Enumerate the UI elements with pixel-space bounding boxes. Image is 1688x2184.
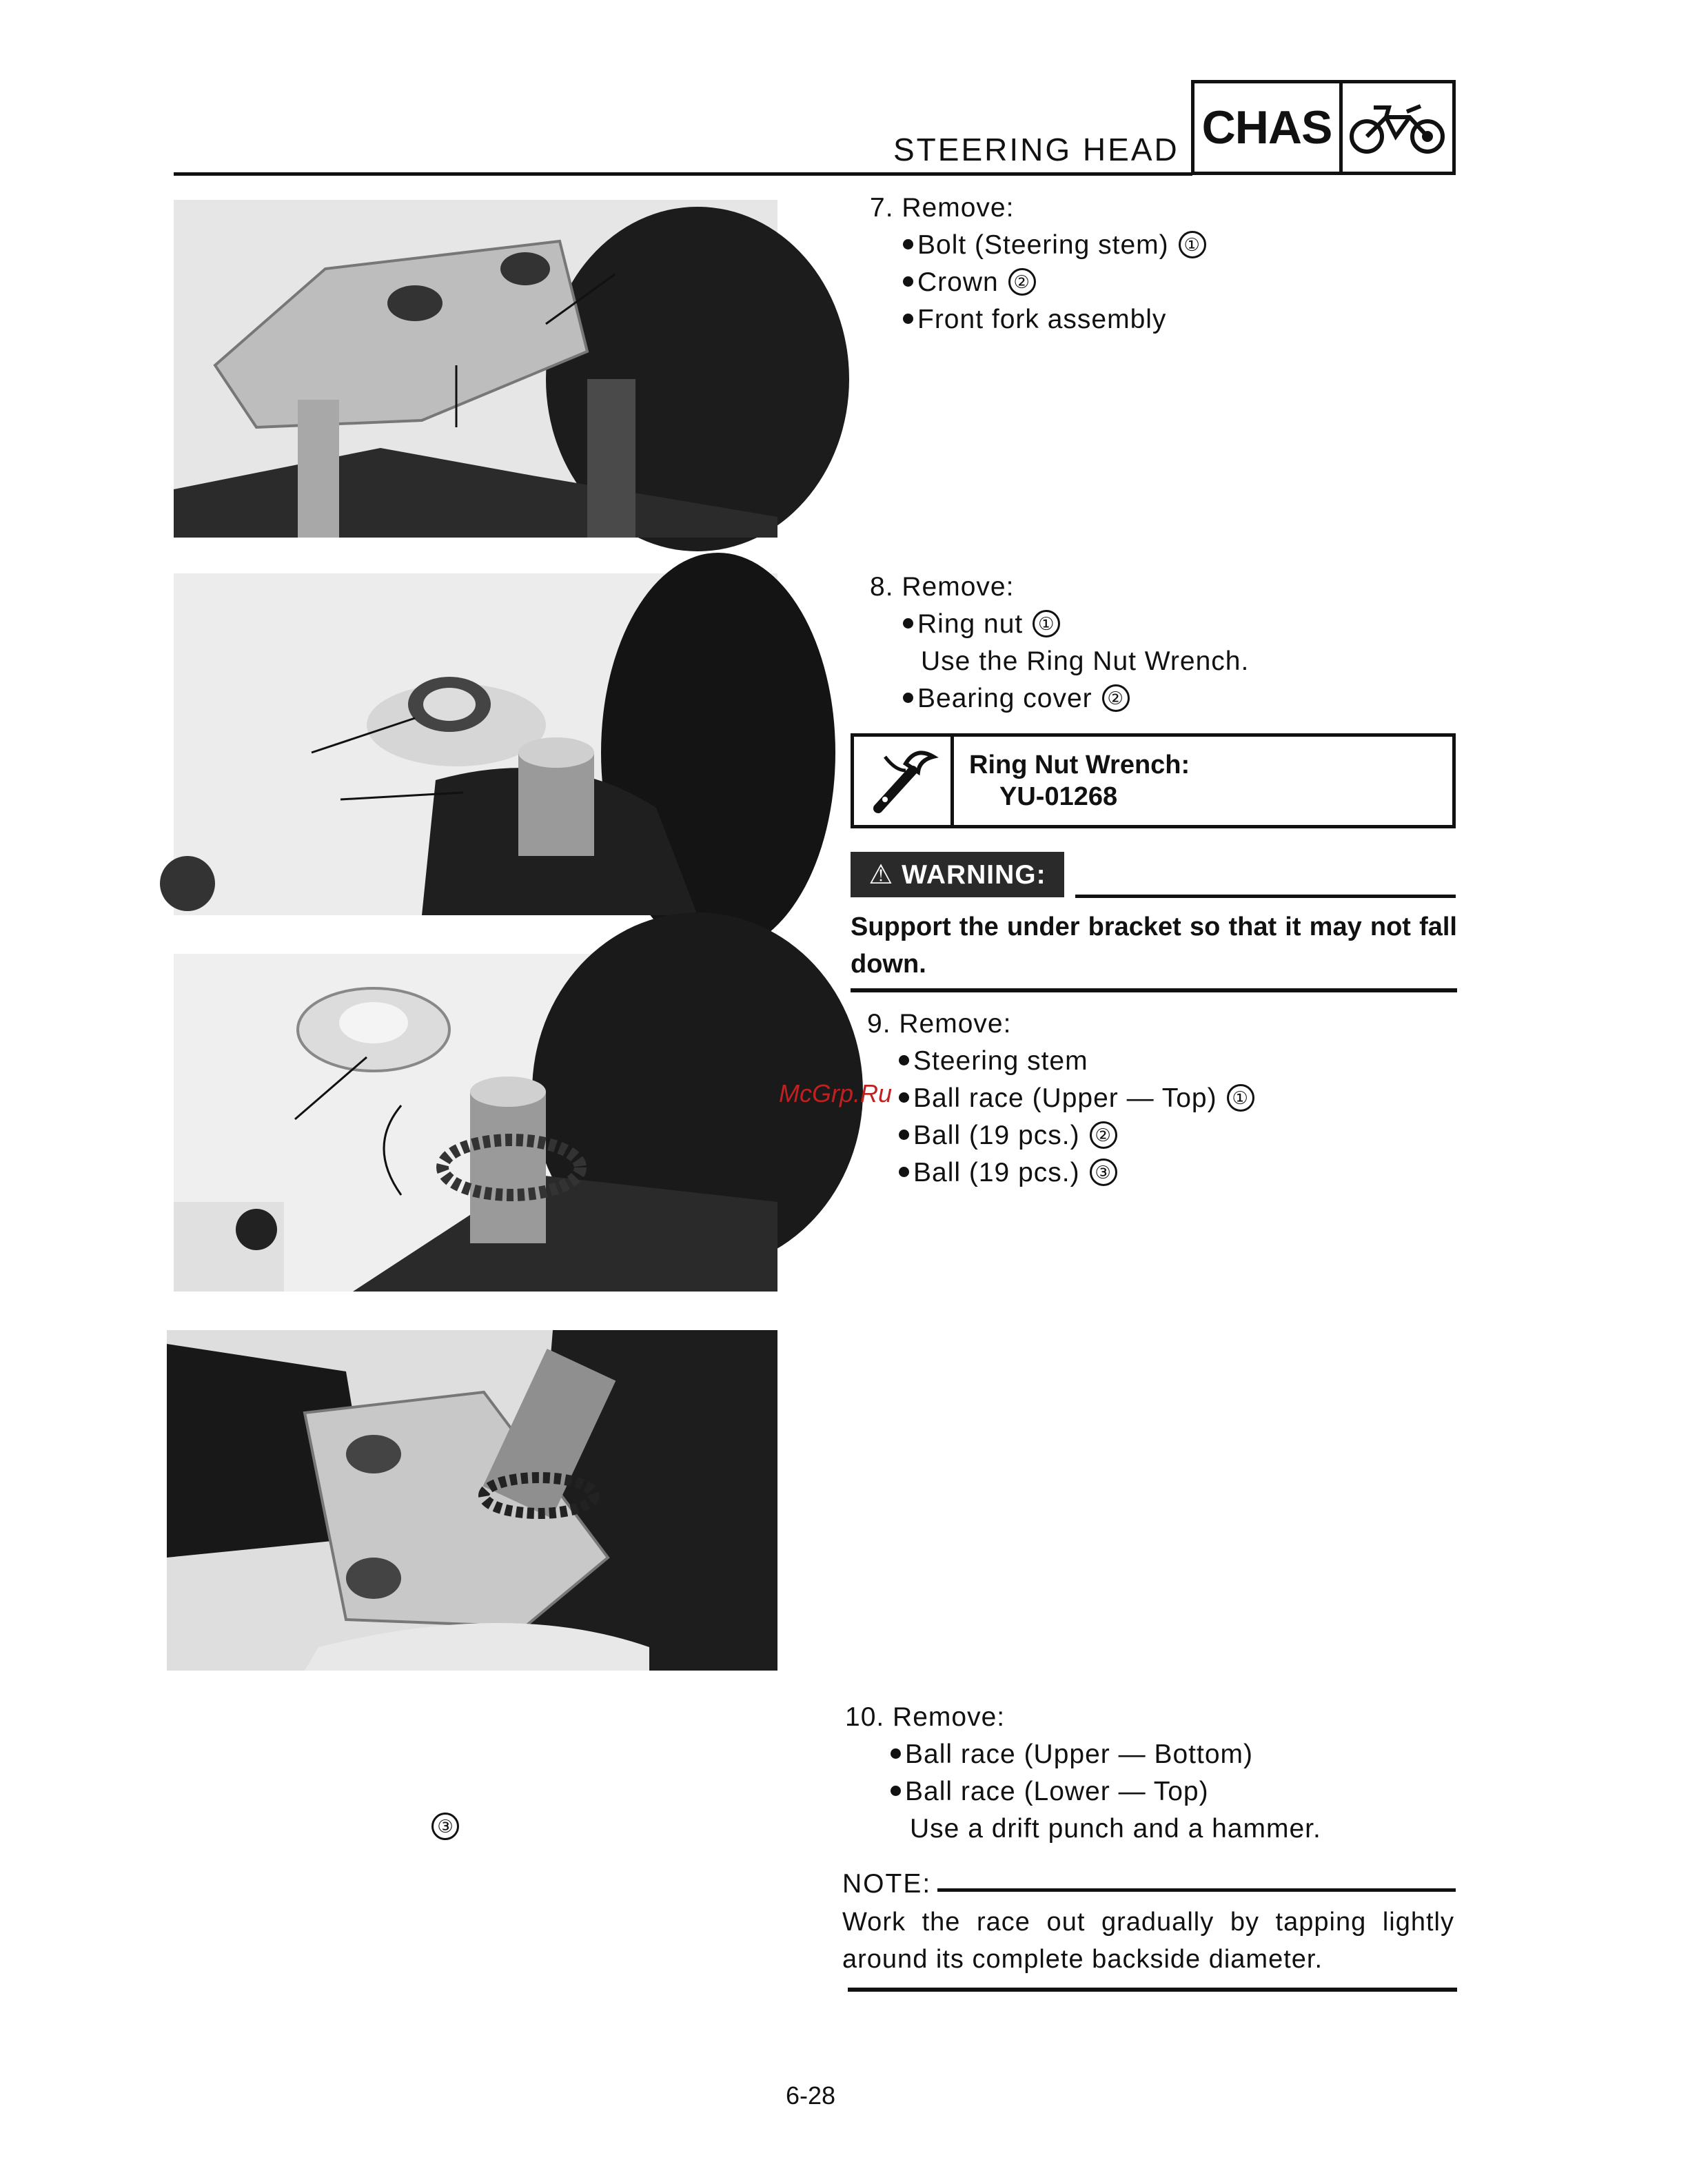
item-text: Ball race (Upper — Top) <box>913 1083 1217 1113</box>
section-title: STEERING HEAD <box>893 132 1179 167</box>
bullet-dot <box>899 1092 909 1103</box>
step-8-sub-note: Use the Ring Nut Wrench. <box>921 646 1250 676</box>
step-8-title: 8. Remove: <box>870 572 1015 602</box>
item-text: Front fork assembly <box>917 305 1167 334</box>
item-text: Ball (19 pcs.) <box>913 1121 1080 1150</box>
step-10-item-2 <box>891 1777 1209 1807</box>
ref-number: ② <box>1102 684 1130 712</box>
motorcycle-icon <box>1343 83 1452 172</box>
bullet-dot <box>903 618 913 629</box>
bullet-dot <box>899 1055 909 1065</box>
bullet-dot <box>891 1786 901 1796</box>
step-9-item-3 <box>899 1121 1117 1151</box>
bullet-dot <box>891 1748 901 1759</box>
warning-end-rule <box>851 988 1457 992</box>
tool-part-number: YU-01268 <box>999 782 1118 811</box>
step-7-item-2 <box>903 267 1036 298</box>
bullet-dot <box>903 314 913 324</box>
ref-number: ② <box>1008 268 1036 296</box>
photo-lower-bearing <box>167 1330 777 1837</box>
item-text: Ring nut <box>917 609 1024 639</box>
bullet-dot <box>899 1130 909 1140</box>
item-text: Bearing cover <box>917 684 1092 713</box>
step-10-sub-note: Use a drift punch and a hammer. <box>910 1814 1321 1844</box>
item-text: Steering stem <box>913 1046 1088 1076</box>
step-8-item-2 <box>903 684 1130 714</box>
step-7-item-3 <box>903 305 1166 335</box>
step-10-title: 10. Remove: <box>845 1702 1006 1732</box>
step-9-item-4 <box>899 1158 1117 1188</box>
item-text: Crown <box>917 267 999 297</box>
item-text: Bolt (Steering stem) <box>917 230 1169 260</box>
ref-number: ② <box>1090 1121 1117 1149</box>
ref-number: ① <box>1179 231 1206 258</box>
note-text: Work the race out gradually by tapping lightly around its complete backside diameter. <box>842 1908 1454 1974</box>
bullet-dot <box>903 693 913 703</box>
note-label: NOTE: <box>842 1869 932 1899</box>
ref-number: ① <box>1227 1084 1254 1112</box>
callout-3: ③ <box>431 1813 459 1840</box>
photo-ring-nut <box>174 573 777 915</box>
tool-name: Ring Nut Wrench: <box>969 751 1190 779</box>
step-9-item-2 <box>899 1083 1254 1114</box>
warning-rule <box>1075 895 1456 898</box>
warning-label: ⚠ WARNING: <box>851 852 1064 897</box>
step-8-item-1 <box>903 609 1060 640</box>
photo-steering-stem <box>174 954 777 1292</box>
bullet-dot <box>903 239 913 249</box>
ref-number: ③ <box>1090 1159 1117 1186</box>
ref-number: ① <box>1033 610 1060 637</box>
step-9-item-1 <box>899 1046 1088 1076</box>
note-rule <box>937 1888 1456 1892</box>
item-text: Ball race (Lower — Top) <box>905 1777 1209 1806</box>
special-tool-box <box>851 733 1456 828</box>
wrench-icon <box>854 737 954 825</box>
chapter-badge-text: CHAS <box>1194 83 1343 172</box>
item-text: Ball (19 pcs.) <box>913 1158 1080 1187</box>
step-7-title: 7. Remove: <box>870 193 1015 223</box>
step-10-item-1 <box>891 1739 1253 1770</box>
step-7-item-1 <box>903 230 1206 261</box>
chapter-badge <box>1191 80 1456 175</box>
watermark: McGrp.Ru <box>779 1079 893 1108</box>
page-number: 6-28 <box>786 2081 836 2110</box>
bullet-dot <box>903 276 913 287</box>
bullet-dot <box>899 1167 909 1177</box>
header-rule <box>174 172 1192 176</box>
item-text: Ball race (Upper — Bottom) <box>905 1739 1253 1769</box>
warning-text: Support the under bracket so that it may not fall down. <box>851 912 1457 979</box>
note-end-rule <box>848 1988 1457 1992</box>
step-9-title: 9. Remove: <box>867 1009 1012 1039</box>
photo-crown-bolt <box>174 200 777 538</box>
